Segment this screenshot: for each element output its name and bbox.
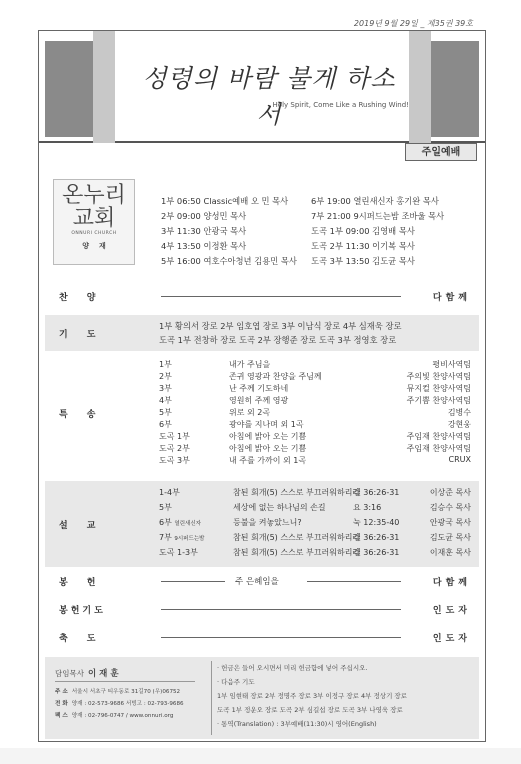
sermon-ref: 겔 36:26-31 (353, 548, 400, 557)
bulletin-footer (45, 657, 479, 739)
special-song: 내 주를 가까이 외 1곡 (229, 456, 307, 465)
prayer-section (45, 315, 479, 351)
offering-prayer-section (45, 599, 479, 621)
sermon-title: 세상에 없는 하나님의 손길 (233, 503, 326, 512)
special-svc: 3부 (159, 384, 172, 393)
sermon-title: 참된 회개(5) 스스로 부끄러워하리라 (233, 533, 361, 542)
special-team: 평비사역팀 (432, 360, 471, 369)
sermon-pastor: 안광국 목사 (429, 518, 471, 527)
benediction-label: 축도 (59, 634, 115, 644)
sermon-title: 등불을 켜놓았느니? (233, 518, 302, 527)
banner-subtitle: Holy Spirit, Come Like a Rushing Wind! (272, 101, 409, 109)
schedule-item: 4부 13:50 이정환 목사 (161, 241, 247, 251)
offering-prayer-label: 봉헌기도 (59, 606, 106, 616)
special-svc: 도곡 1부 (159, 432, 190, 441)
notice-line: 도곡 1부 정운오 장로 도곡 2부 심길섭 장로 도곡 3부 나영욱 장로 (217, 706, 403, 714)
notice-line: · 통역(Translation) : 3부예배(11:30)시 영어(English) (217, 720, 377, 728)
schedule-item: 3부 11:30 안광국 목사 (161, 226, 247, 236)
sermon-section (45, 481, 479, 567)
special-team: 김병수 (447, 408, 471, 417)
offering-label: 봉헌 (59, 578, 115, 588)
sermon-title: 참된 회개(5) 스스로 부끄러워하리라 (233, 488, 361, 497)
prayer-line: 1부 황의서 장로 2부 임호엽 장로 3부 이남식 장로 4부 심재욱 장로 (159, 321, 402, 331)
sermon-svc-name: 7부 (159, 533, 172, 542)
offering-song: 주 은혜임을 (235, 577, 279, 587)
info-key: 전 화 (55, 701, 68, 707)
sermon-pastor: 김승수 목사 (429, 503, 471, 512)
banner-deco-left-inner (93, 31, 115, 143)
special-team: 강현웅 (447, 420, 471, 429)
sermon-ref: 겔 36:26-31 (353, 488, 400, 497)
special-svc: 1부 (159, 360, 172, 369)
senior-pastor (55, 667, 119, 679)
schedule-item: 5부 16:00 여호수아청년 김용민 목사 (161, 256, 297, 266)
praise-section (45, 285, 479, 307)
special-svc: 5부 (159, 408, 172, 417)
logo-line-1: 온누리 (62, 183, 126, 208)
special-team: 주의빛 찬양사역팀 (406, 372, 471, 381)
sermon-pastor: 이상준 목사 (429, 488, 471, 497)
bulletin-page (38, 30, 486, 742)
church-phone (55, 699, 184, 707)
banner (39, 31, 485, 143)
sermon-svc (159, 532, 204, 543)
schedule-item: 도곡 3부 13:50 김도균 목사 (311, 256, 415, 266)
church-logo (53, 179, 135, 265)
offering-section (45, 571, 479, 593)
special-song: 아침에 밝아 오는 기쁨 (229, 432, 307, 441)
offering-prayer-rule (161, 609, 401, 610)
church-address (55, 687, 180, 695)
praise-label: 찬양 (59, 293, 115, 303)
sermon-ref: 요 3:16 (353, 503, 382, 512)
offering-leader: 다함께 (432, 578, 471, 588)
special-svc: 도곡 3부 (159, 456, 190, 465)
sermon-svc: 1-4부 (159, 488, 180, 497)
notice-line: · 다음주 기도 (217, 678, 255, 686)
bulletin-date: 2019년 9월 29일 _ 제35권 39호 (353, 19, 473, 28)
sermon-pastor: 이재훈 목사 (429, 548, 471, 557)
schedule-item: 7부 21:00 9시퍼드는밤 조바울 목사 (311, 211, 445, 221)
praise-rule (161, 296, 401, 297)
special-music-section (45, 357, 479, 475)
sermon-svc-note: 9시퍼드는밤 (174, 536, 205, 542)
logo-english: ONNURI CHURCH (71, 231, 117, 236)
schedule-item: 1부 06:50 Classic예배 오 민 목사 (161, 196, 289, 206)
sermon-ref: 눅 12:35-40 (353, 518, 400, 527)
praise-leader: 다함께 (432, 293, 471, 303)
special-song: 존귀 영광과 찬양을 주님께 (229, 372, 322, 381)
notice-line: · 헌금은 들어 오시면서 미리 헌금함에 넣어 주십시오. (217, 664, 368, 672)
special-song: 아침에 밝아 오는 기쁨 (229, 444, 307, 453)
benediction-rule (161, 637, 401, 638)
sermon-svc: 도곡 1-3부 (159, 548, 198, 557)
special-label: 특송 (59, 410, 115, 420)
info-key: 주 소 (55, 689, 68, 695)
logo-line-2: 교회 (72, 206, 116, 231)
special-team: 주기쁨 찬양사역팀 (406, 396, 471, 405)
special-song: 내가 주님을 (229, 360, 271, 369)
schedule-item: 2부 09:00 양성민 목사 (161, 211, 247, 221)
info-value: 양재 : 02-796-0747 / www.onnuri.org (71, 713, 174, 719)
special-svc: 6부 (159, 420, 172, 429)
benediction-section (45, 627, 479, 649)
offering-prayer-leader: 인도자 (432, 606, 471, 616)
sermon-svc-note: 열린새신자 (174, 521, 201, 527)
bottom-band (0, 748, 521, 764)
logo-location: 양재 (82, 242, 116, 250)
footer-divider (55, 681, 195, 682)
offering-rule-right (307, 581, 401, 582)
sermon-svc: 5부 (159, 503, 172, 512)
special-team: CRUX (448, 455, 471, 464)
info-value: 서울시 서초구 티우동로 31길70 (우)06752 (71, 689, 181, 695)
special-svc: 도곡 2부 (159, 444, 190, 453)
offering-rule-left (161, 581, 225, 582)
special-song: 난 주께 기도하네 (229, 384, 289, 393)
pastor-label: 담임목사 (55, 669, 84, 678)
prayer-line: 도곡 1부 전창하 장로 도곡 2부 장행준 장로 도곡 3부 정영호 장로 (159, 335, 397, 345)
sermon-ref: 겔 36:26-31 (353, 533, 400, 542)
sermon-svc (159, 517, 201, 528)
church-fax-web (55, 711, 173, 719)
sermon-svc-name: 6부 (159, 518, 172, 527)
sermon-title: 참된 회개(5) 스스로 부끄러워하리라 (233, 548, 361, 557)
banner-title: 성령의 바람 불게 하소서 (142, 64, 396, 129)
special-team: 뮤지컬 찬양사역팀 (406, 384, 471, 393)
special-song: 광야를 지나며 외 1곡 (229, 420, 304, 429)
service-type-badge: 주일예배 (405, 143, 477, 161)
banner-deco-right-inner (409, 31, 431, 143)
banner-deco-right (431, 41, 479, 137)
special-svc: 2부 (159, 372, 172, 381)
special-song: 영원히 주께 영광 (229, 396, 289, 405)
sermon-pastor: 김도균 목사 (429, 533, 471, 542)
pastor-name: 이 재 훈 (87, 669, 119, 679)
info-key: 팩 스 (55, 713, 68, 719)
footer-separator (211, 661, 212, 735)
schedule-item: 도곡 2부 11:30 이기복 목사 (311, 241, 415, 251)
schedule-item: 도곡 1부 09:00 김영배 목사 (311, 226, 415, 236)
notice-line: 1부 임현태 장로 2부 정명주 장로 3부 이정구 장로 4부 정상기 장로 (217, 692, 407, 700)
banner-deco-left (45, 41, 93, 137)
special-team: 주임재 찬양사역팀 (406, 444, 471, 453)
special-svc: 4부 (159, 396, 172, 405)
benediction-leader: 인도자 (432, 634, 471, 644)
prayer-label: 기도 (59, 330, 115, 340)
info-value: 양재 : 02-573-9686 서빙고 : 02-793-9686 (71, 701, 184, 707)
sermon-label: 설교 (59, 521, 115, 531)
schedule-item: 6부 19:00 열린새신자 홍기완 목사 (311, 196, 439, 206)
special-team: 주임재 찬양사역팀 (406, 432, 471, 441)
special-song: 위로 외 2곡 (229, 408, 271, 417)
